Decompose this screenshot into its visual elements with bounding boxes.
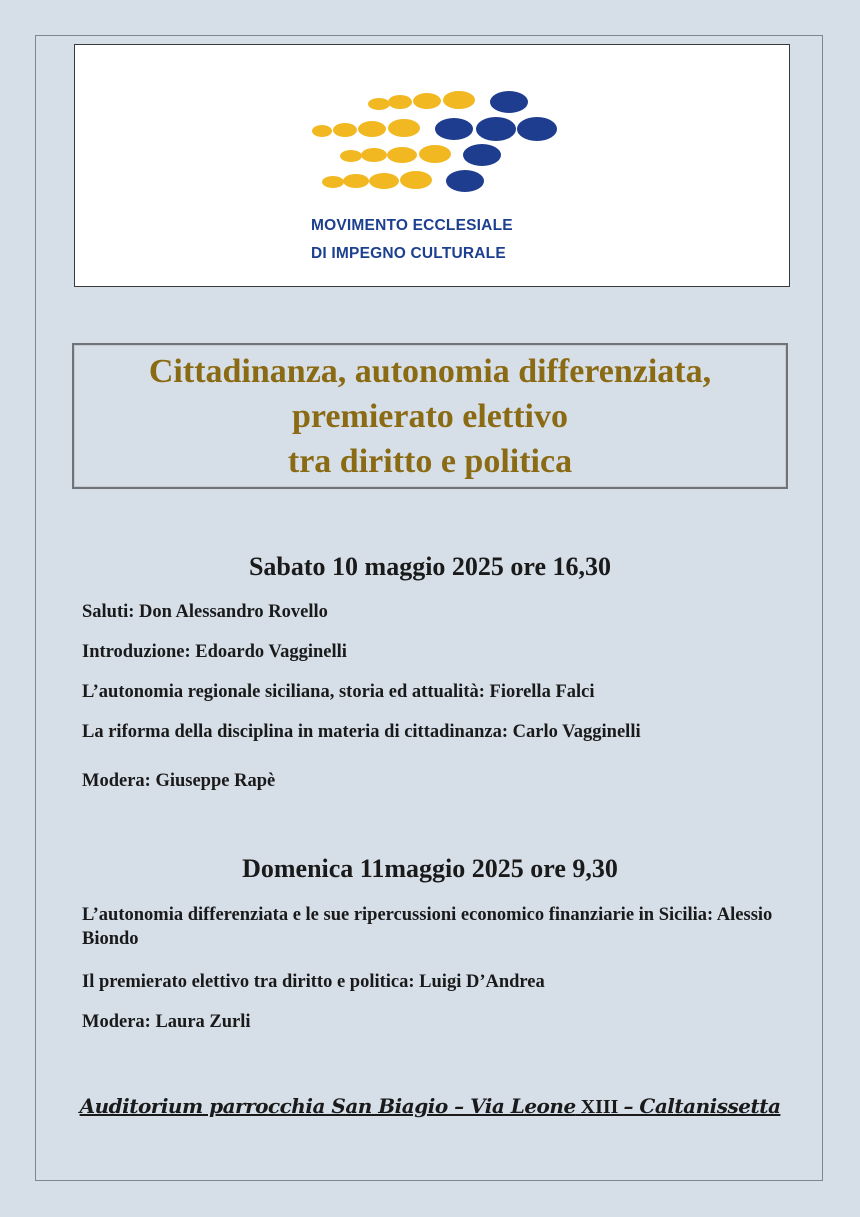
day2-item-moderator: Modera: Laura Zurli (82, 1012, 251, 1032)
event-title-box (72, 343, 788, 489)
day1-item-introduction: Introduzione: Edoardo Vagginelli (82, 642, 347, 662)
venue-street-number: XIII (575, 1096, 624, 1118)
day1-item-talk-citizenship: La riforma della disciplina in materia di cittadinanza: Carlo Vagginelli (82, 722, 641, 742)
day1-item-moderator: Modera: Giuseppe Rapè (82, 771, 276, 791)
day1-heading: Sabato 10 maggio 2025 ore 16,30 (248, 552, 612, 581)
day1-item-talk-regional-autonomy: L’autonomia regionale siciliana, storia ed attualità: Fiorella Falci (82, 682, 595, 702)
logo-title-line2: DI IMPEGNO CULTURALE (311, 245, 506, 262)
event-title-line3: tra diritto e politica (287, 443, 573, 480)
venue-footer (0, 1094, 860, 1119)
venue-name: Auditorium parrocchia San Biagio – Via Leone (79, 1094, 576, 1118)
logo-panel (74, 44, 790, 287)
day2-item-talk-differentiated-autonomy: L’autonomia differenziata e le sue ripercussioni economico finanziarie in Sicilia: Alessio Biondo (82, 905, 773, 949)
venue-city: – Caltanissetta (623, 1094, 781, 1118)
day2-heading: Domenica 11maggio 2025 ore 9,30 (242, 854, 618, 883)
day1-item-greetings: Saluti: Don Alessandro Rovello (82, 602, 328, 622)
event-title-line1: Cittadinanza, autonomia differenziata, (148, 353, 712, 390)
day2-item-talk-premiership: Il premierato elettivo tra diritto e politica: Luigi D’Andrea (82, 972, 545, 992)
logo-title-line1: MOVIMENTO ECCLESIALE (311, 217, 513, 234)
event-title-line2: premierato elettivo (292, 398, 568, 435)
